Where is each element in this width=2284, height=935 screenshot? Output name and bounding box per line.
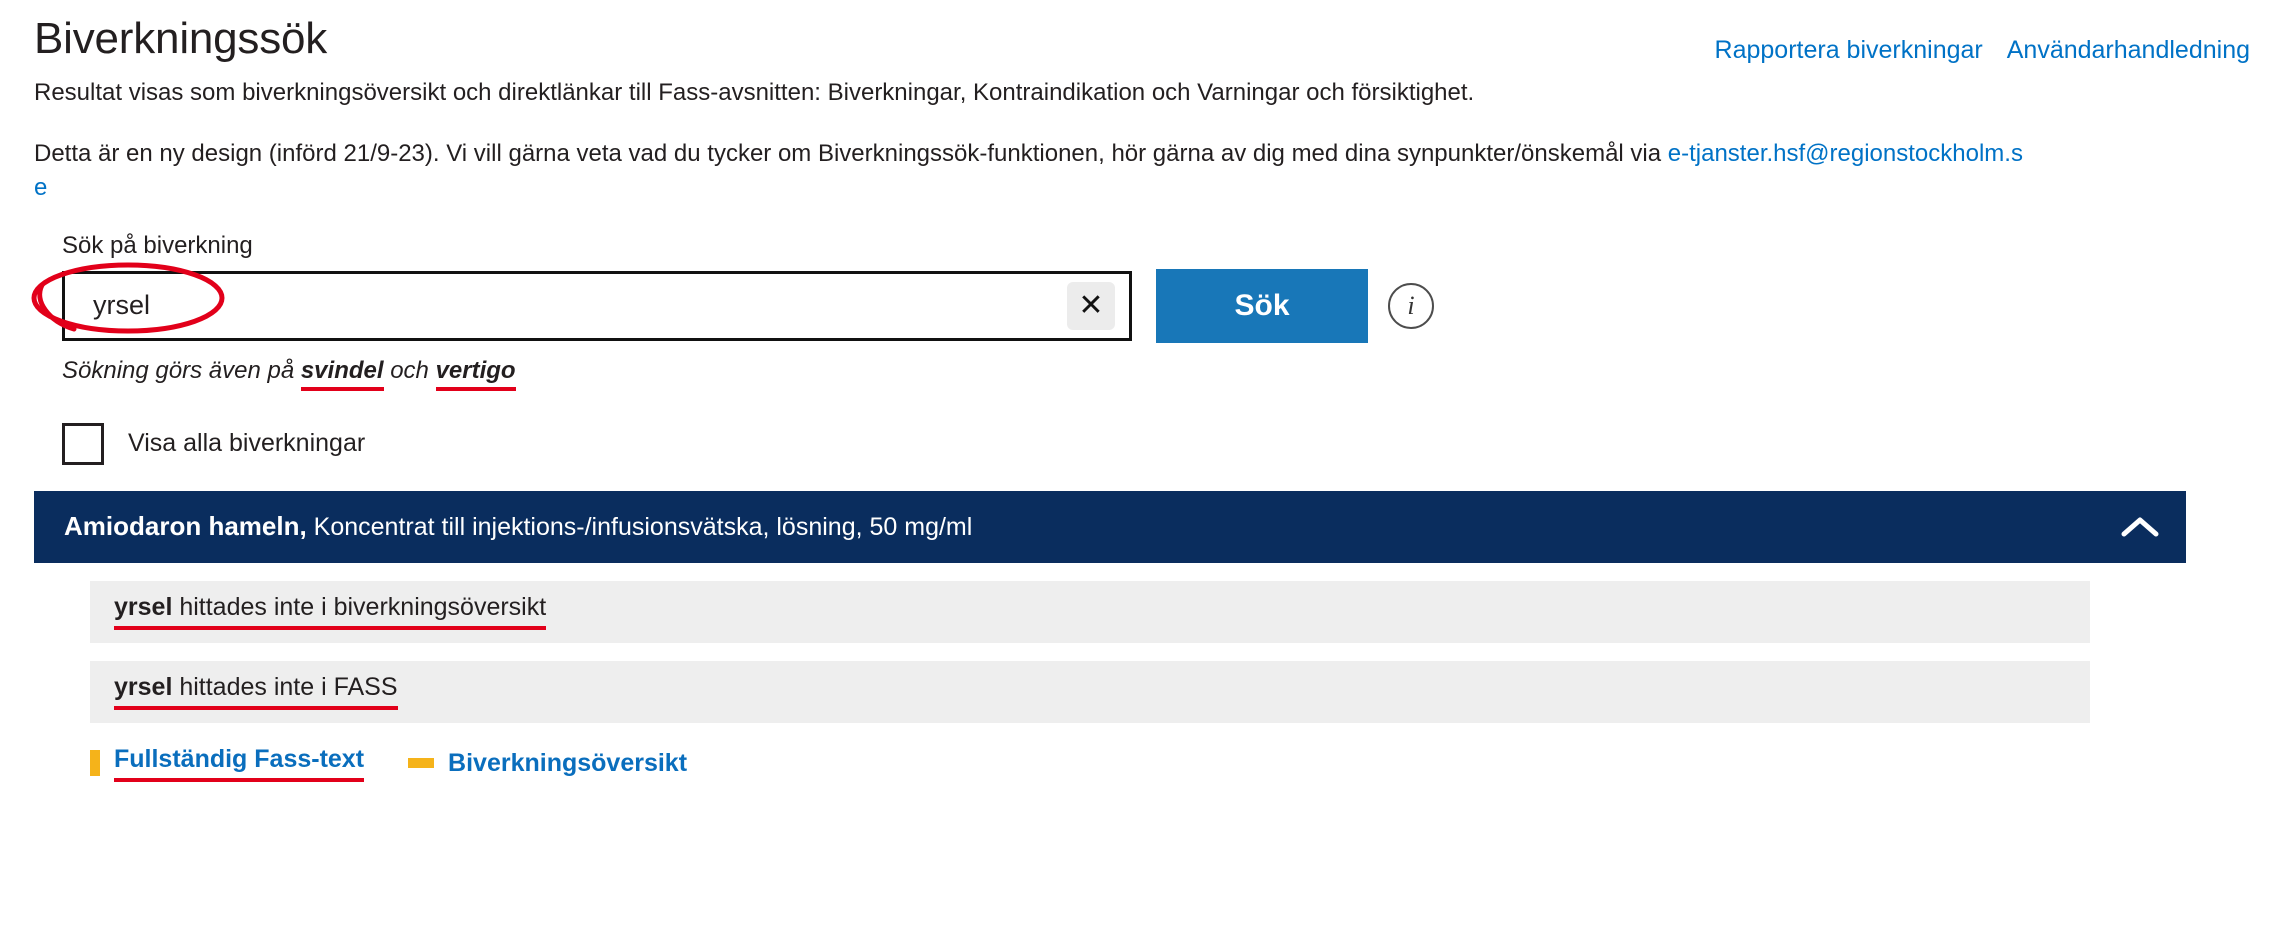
yellow-dash-icon [408,758,434,768]
report-adverse-effects-link[interactable]: Rapportera biverkningar [1714,36,1983,64]
result-row-highlight: yrsel [114,673,173,702]
search-section [34,230,2250,465]
result-section [34,491,2250,782]
yellow-bar-icon [90,750,100,776]
result-row-rest: hittades inte i FASS [172,673,398,702]
show-all-checkbox-label: Visa alla biverkningar [128,429,366,458]
header-links [1715,14,2250,65]
show-all-row [62,423,2250,465]
adverse-effects-overview-label: Biverkningsöversikt [448,748,688,777]
result-row-highlight: yrsel [114,593,173,622]
feedback-email-link[interactable]: e-tjanster.hsf@regionstockholm.se [34,140,2023,202]
result-row-rest: hittades inte i biverkningsöversikt [172,593,547,622]
search-input-wrapper [62,271,1132,341]
full-fass-text-label: Fullständig Fass-text [114,745,364,782]
design-notice-text: Detta är en ny design (införd 21/9-23). Vi vill gärna veta vad du tycker om Biverkningssök-funktionen, hör gärna av dig med dina synpunkter/önskemål via [34,140,1668,168]
result-drug-form: Koncentrat till injektions-/infusionsvätska, lösning, 50 mg/ml [313,513,973,542]
result-links [34,745,2250,782]
search-synonym-hint [62,357,2250,391]
search-row [62,269,2250,343]
page-description: Resultat visas som biverkningsöversikt och direktlänkar till Fass-avsnitten: Biverkningar, Kontraindikation och Varningar och försiktighet. [34,79,1475,106]
user-guide-link[interactable]: Användarhandledning [2006,36,2250,64]
design-notice [34,137,2034,205]
search-input[interactable] [65,274,1129,338]
page-title: Biverkningssök [34,14,328,63]
result-rows [34,581,2250,723]
result-drug-info [64,511,972,542]
hint-text-before: Sökning görs även på [62,356,301,384]
chevron-up-icon[interactable] [2120,514,2160,540]
clear-icon[interactable]: ✕ [1067,282,1115,330]
search-field-label: Sök på biverkning [62,231,253,259]
hint-term-vertigo: vertigo [436,357,516,391]
search-button[interactable]: Sök [1156,269,1368,343]
table-row [90,581,2090,643]
result-drug-name: Amiodaron hameln, [64,511,307,542]
result-row-text [114,593,546,630]
result-row-text [114,673,398,710]
page-header [34,14,2250,65]
hint-text-middle: och [383,356,436,384]
show-all-checkbox[interactable] [62,423,104,465]
info-icon[interactable]: i [1388,283,1434,329]
hint-term-svindel: svindel [301,357,384,391]
result-header[interactable] [34,491,2186,563]
full-fass-text-link[interactable] [90,745,364,782]
adverse-effects-overview-link[interactable] [408,749,687,778]
table-row [90,661,2090,723]
